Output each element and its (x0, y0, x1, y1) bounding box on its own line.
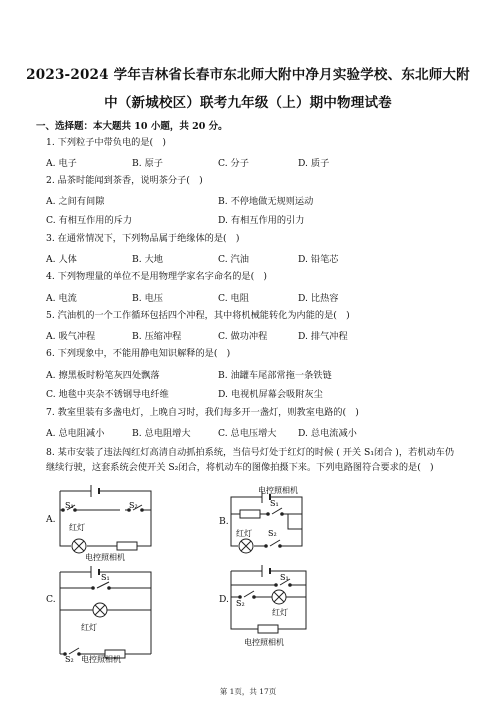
q2-option-d: D. 有相互作用的引力 (218, 215, 305, 226)
circuit-diagram-b (226, 484, 341, 558)
question-2: 2. 品茶时能闻到茶香，说明茶分子( ) (46, 175, 203, 186)
q4-option-a: A. 电流 (46, 293, 77, 304)
q8-option-b: B. (219, 516, 229, 527)
q8-option-a: A. (46, 514, 56, 525)
circuit-a-camera-label: 电控照相机 (85, 553, 125, 562)
circuit-diagram-c (55, 566, 175, 666)
circuit-a-s1-label: S₁ (65, 501, 74, 510)
title-line-1: 2023-2024 学年吉林省长春市东北师大附中净月实验学校、东北师大附 (26, 67, 470, 83)
q4-option-d: D. 比热容 (298, 293, 339, 304)
q6-option-b: B. 油罐车尾部常拖一条铁链 (218, 370, 332, 381)
circuit-diagram-d (226, 563, 341, 663)
circuit-d-s2-label: S₂ (236, 599, 245, 608)
circuit-c-camera-label: 电控照相机 (81, 655, 121, 664)
q1-option-a: A. 电子 (46, 158, 77, 169)
question-5: 5. 汽油机的一个工作循环包括四个冲程，其中将机械能转化为内能的是( ) (46, 310, 350, 321)
question-7: 7. 教室里装有多盏电灯，上晚自习时，我们每多开一盏灯，则教室电路的( ) (46, 407, 359, 418)
q3-option-c: C. 汽油 (218, 254, 249, 265)
section-heading: 一、选择题：本大题共 10 小题，共 20 分。 (36, 121, 228, 132)
q6-option-d: D. 电视机屏幕会吸附灰尘 (218, 389, 323, 400)
title-line-2: 中（新城校区）联考九年级（上）期中物理试卷 (104, 95, 392, 111)
q2-option-c: C. 有相互作用的斥力 (46, 215, 133, 226)
question-8: 8. 某市安装了违法闯红灯高清自动抓拍系统，当信号灯处于红灯的时候 ( 开关 S₁闭合 )，若机动车仍继续行驶，这套系统会使开关 S₂闭合，将机动车的图像拍摄下来。下列电路图符合要求的是( ) (46, 447, 455, 473)
q5-option-d: D. 排气冲程 (298, 331, 348, 342)
circuit-d-red-light-label: 红灯 (272, 608, 288, 617)
q1-option-b: B. 原子 (132, 158, 163, 169)
question-1: 1. 下列粒子中带负电的是( ) (46, 137, 166, 148)
q1-option-c: C. 分子 (218, 158, 249, 169)
question-6: 6. 下列现象中，不能用静电知识解释的是( ) (46, 348, 231, 359)
circuit-a-s2-label: S₂ (129, 501, 138, 510)
q5-option-a: A. 吸气冲程 (46, 331, 96, 342)
q2-option-b: B. 不停地做无规则运动 (218, 196, 314, 207)
page-footer: 第 1页，共 17页 (219, 687, 277, 696)
q2-option-a: A. 之间有间隙 (46, 196, 105, 207)
q6-option-a: A. 擦黑板时粉笔灰四处飘落 (46, 370, 160, 381)
q4-option-c: C. 电阻 (218, 293, 249, 304)
q7-option-a: A. 总电阻减小 (46, 428, 105, 439)
circuit-b-s2-label: S₂ (268, 529, 277, 538)
circuit-b-s1-label: S₁ (270, 499, 279, 508)
q8-option-d: D. (219, 594, 229, 605)
q5-option-c: C. 做功冲程 (218, 331, 268, 342)
q7-option-d: D. 总电流减小 (298, 428, 357, 439)
q3-option-d: D. 铅笔芯 (298, 254, 339, 265)
circuit-b-camera-label: 电控照相机 (258, 486, 298, 495)
q8-option-c: C. (46, 594, 56, 605)
q7-option-b: B. 总电阻增大 (132, 428, 191, 439)
circuit-c-s2-label: S₂ (65, 655, 74, 664)
circuit-a-red-light-label: 红灯 (69, 523, 85, 532)
q4-option-b: B. 电压 (132, 293, 163, 304)
q1-option-d: D. 质子 (298, 158, 330, 169)
q3-option-a: A. 人体 (46, 254, 77, 265)
q5-option-b: B. 压缩冲程 (132, 331, 182, 342)
q3-option-b: B. 大地 (132, 254, 163, 265)
circuit-b-red-light-label: 红灯 (236, 529, 252, 538)
circuit-c-s1-label: S₁ (101, 573, 110, 582)
circuit-c-red-light-label: 红灯 (81, 623, 97, 632)
circuit-diagram-a (55, 484, 165, 562)
q6-option-c: C. 地毯中夹杂不锈钢导电纤维 (46, 389, 169, 400)
q7-option-c: C. 总电压增大 (218, 428, 277, 439)
question-4: 4. 下列物理量的单位不是用物理学家名字命名的是( ) (46, 271, 267, 282)
circuit-d-s1-label: S₁ (280, 573, 289, 582)
circuit-d-camera-label: 电控照相机 (244, 638, 284, 647)
question-3: 3. 在通常情况下，下列物品属于绝缘体的是( ) (46, 233, 240, 244)
